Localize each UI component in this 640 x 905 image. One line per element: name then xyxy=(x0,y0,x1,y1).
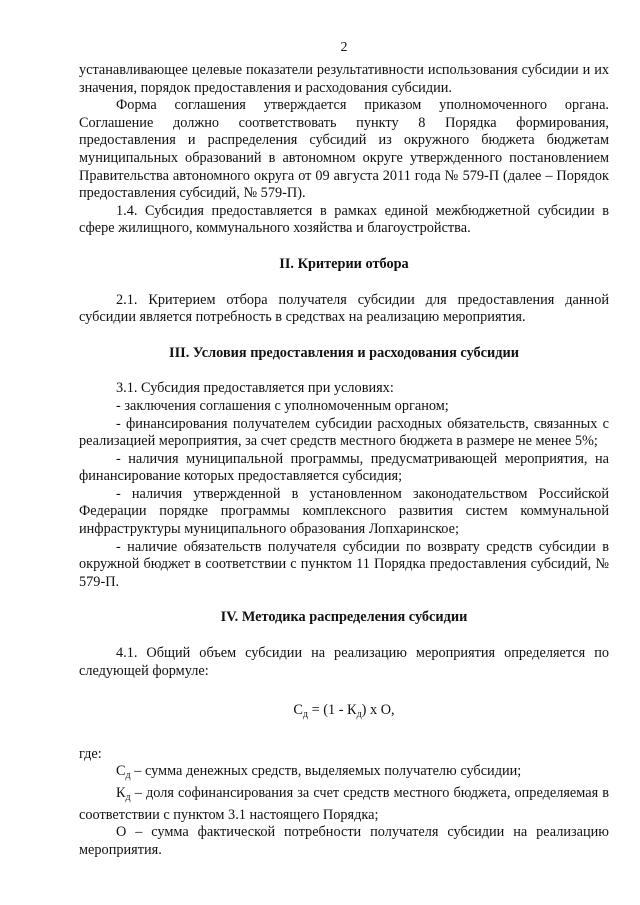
def-subscript: д xyxy=(125,792,131,803)
formula-subscript: д xyxy=(356,709,362,721)
def-text: – сумма денежных средств, выделяемых получателю субсидии; xyxy=(130,763,522,780)
def-symbol: С xyxy=(116,763,126,780)
definition-o: О – сумма фактической потребности получателя субсидии на реализацию мероприятия. xyxy=(79,824,609,858)
condition-item: - наличие обязательств получателя субсидии по возврату средств субсидии в окружной бюджет в соответствии с пунктом 11 Порядка предоставления субсидий, № 579-П. xyxy=(79,538,609,590)
formula xyxy=(79,702,609,724)
def-subscript: д xyxy=(125,770,131,782)
page-number: 2 xyxy=(340,40,348,55)
paragraph-3-1: 3.1. Субсидия предоставляется при условиях: xyxy=(116,380,394,397)
document-body xyxy=(79,62,609,859)
paragraph-2-1: 2.1. Критерием отбора получателя субсидии для предоставления данной субсидии является потребность в средствах на реализацию мероприятия. xyxy=(79,291,609,326)
def-text: – доля софинансирования за счет средств местного бюджета, определяемая в соответствии с пунктом 3.1 настоящего Порядка; xyxy=(79,785,609,823)
paragraph-agreement-form: Форма соглашения утверждается приказом уполномоченного органа. Соглашение должно соответствовать пункту 8 Порядка формирования, предоставления и распределения субсидий из окружного бюджета бюджетам муниципальных образований в автономном округе утвержденного постановлением Правительства автономного округа от 09 августа 2011 года № 579-П (далее – Порядок предоставления субсидий, № 579-П). xyxy=(79,97,609,202)
formula-end: ) х О, xyxy=(361,702,395,719)
formula-symbol: С xyxy=(293,702,303,719)
def-symbol: К xyxy=(116,785,126,801)
definition-kd xyxy=(79,785,609,824)
section-heading-3: III. Условия предоставления и расходования субсидии xyxy=(169,344,519,361)
paragraph-1-4: 1.4. Субсидия предоставляется в рамках единой межбюджетной субсидии в сфере жилищного, коммунального хозяйства и благоустройства. xyxy=(79,202,609,237)
condition-item: - наличия муниципальной программы, предусматривающей мероприятия, на финансирование которых предоставляется субсидия; xyxy=(79,450,609,485)
formula-subscript: д xyxy=(302,709,308,721)
section-heading-2: II. Критерии отбора xyxy=(279,255,409,272)
where-label: где: xyxy=(79,745,102,762)
formula-middle: = (1 - К xyxy=(308,702,357,719)
condition-item: - заключения соглашения с уполномоченным органом; xyxy=(116,397,449,414)
definition-cd xyxy=(79,763,609,785)
condition-item: - наличия утвержденной в установленном законодательством Российской Федерации порядке программы комплексного развития систем коммунальной инфраструктуры муниципального образования Лопхаринское; xyxy=(79,485,609,538)
paragraph-continuation: устанавливающее целевые показатели результативности использования субсидии и их значения, порядок предоставления и расходования субсидии. xyxy=(79,62,609,96)
paragraph-4-1: 4.1. Общий объем субсидии на реализацию мероприятия определяется по следующей формуле: xyxy=(79,645,609,679)
condition-item: - финансирования получателем субсидии расходных обязательств, связанных с реализацией мероприятия, за счет средств местного бюджета в размере не менее 5%; xyxy=(79,415,609,450)
section-heading-4: IV. Методика распределения субсидии xyxy=(220,609,468,626)
